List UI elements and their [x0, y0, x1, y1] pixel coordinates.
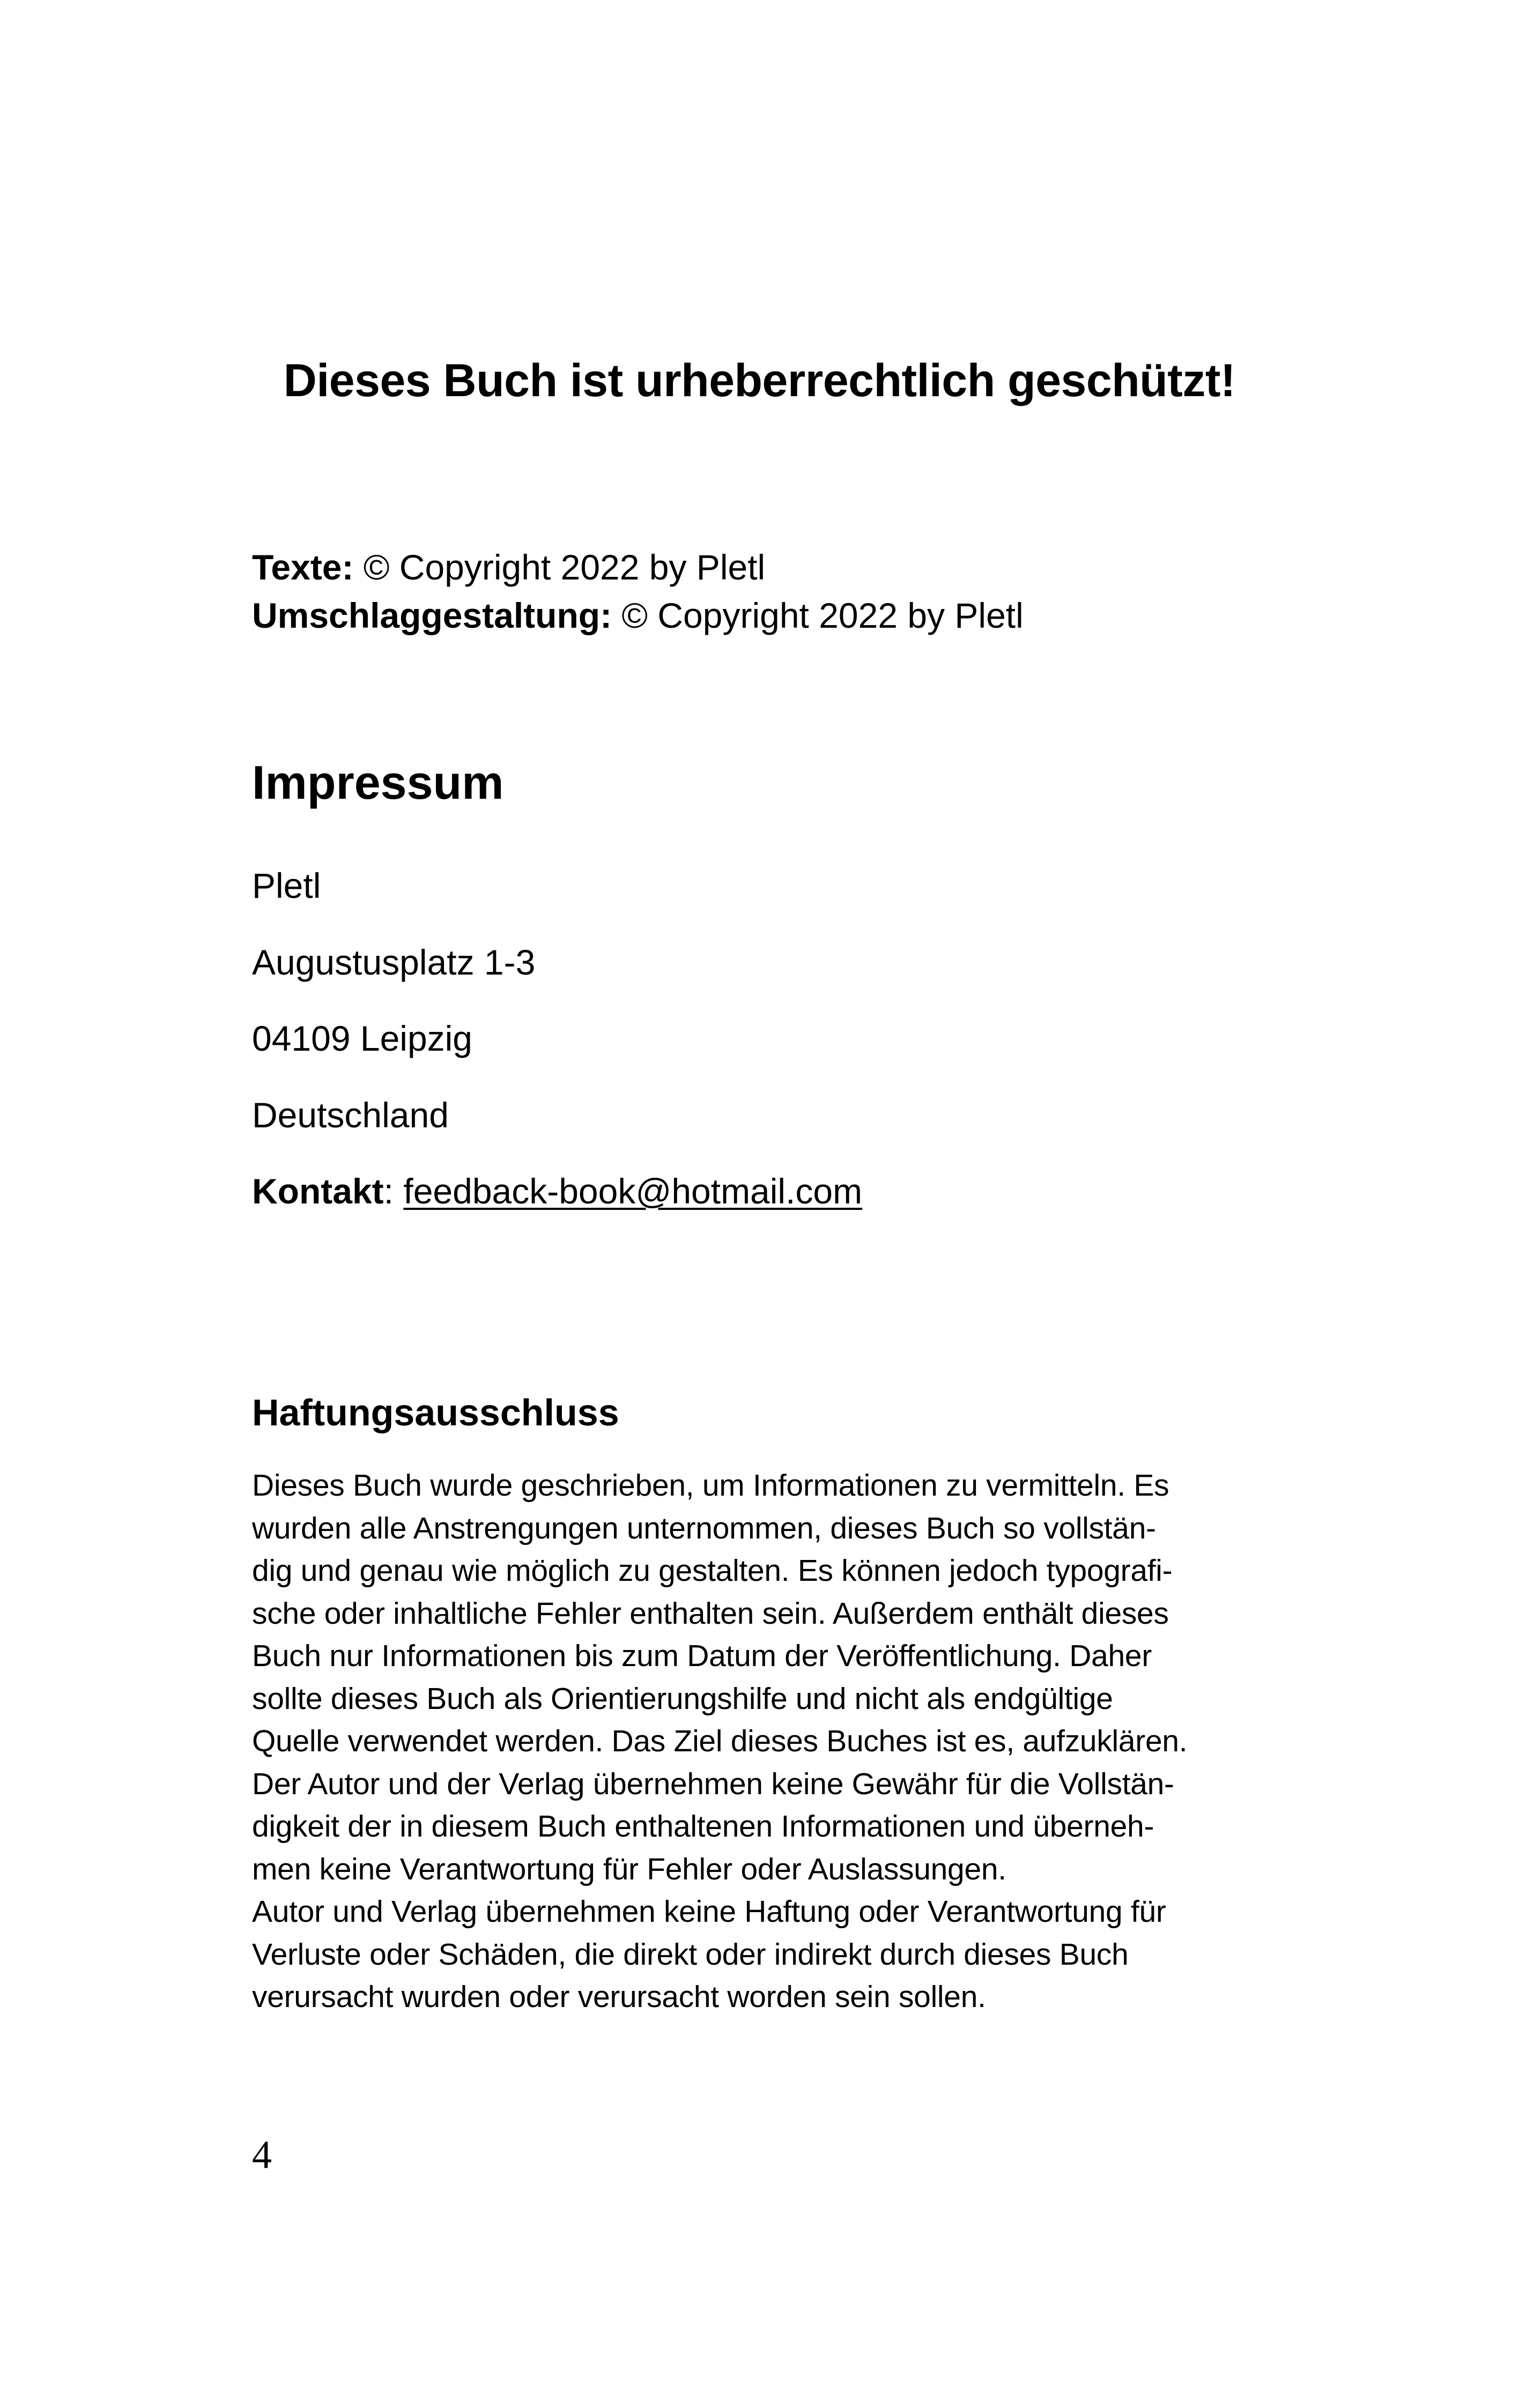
cover-design-credit [252, 594, 1024, 637]
cover-design-credit-value: © Copyright 2022 by Pletl [612, 596, 1024, 635]
publisher-name: Pletl [252, 866, 321, 905]
disclaimer-line: wurden alle Anstrengungen unternommen, dieses Buch so vollstän- [252, 1511, 1156, 1545]
disclaimer-line: Der Autor und der Verlag übernehmen keine Gewähr für die Vollstän- [252, 1766, 1174, 1801]
disclaimer-line: Verluste oder Schäden, die direkt oder indirekt durch dieses Buch [252, 1937, 1129, 1972]
disclaimer-line: digkeit der in diesem Buch enthaltenen Informationen und überneh- [252, 1809, 1154, 1844]
publisher-street: Augustusplatz 1-3 [252, 942, 536, 982]
disclaimer-line: verursacht wurden oder verursacht worden sein sollen. [252, 1980, 986, 2014]
disclaimer-line: sche oder inhaltliche Fehler enthalten sein. Außerdem enthält dieses [252, 1596, 1169, 1631]
disclaimer-line: sollte dieses Buch als Orientierungshilfe und nicht als endgültige [252, 1681, 1113, 1716]
publisher-city: 04109 Leipzig [252, 1019, 473, 1058]
texts-credit-label: Texte: [252, 547, 354, 587]
disclaimer-line: men keine Verantwortung für Fehler oder Auslassungen. [252, 1852, 1006, 1886]
disclaimer-heading: Haftungsausschluss [252, 1392, 619, 1433]
disclaimer-body [252, 1465, 1187, 2019]
contact-email-link[interactable]: feedback-book@hotmail.com [403, 1171, 863, 1211]
disclaimer-line: dig und genau wie möglich zu gestalten. Es können jedoch typografi- [252, 1554, 1173, 1588]
contact-separator: : [383, 1171, 404, 1211]
contact-line [252, 1170, 862, 1213]
publisher-country: Deutschland [252, 1095, 449, 1135]
disclaimer-line: Dieses Buch wurde geschrieben, um Informationen zu vermitteln. Es [252, 1468, 1169, 1503]
texts-credit [252, 546, 765, 589]
texts-credit-value: © Copyright 2022 by Pletl [353, 547, 766, 587]
cover-design-credit-label: Umschlaggestaltung: [252, 596, 612, 635]
disclaimer-line: Quelle verwendet werden. Das Ziel dieses Buches ist es, aufzuklären. [252, 1724, 1188, 1758]
copyright-notice-heading: Dieses Buch ist urheberrechtlich geschützt! [283, 355, 1236, 406]
impressum-heading: Impressum [252, 756, 504, 809]
contact-label: Kontakt [252, 1171, 384, 1211]
page-number: 4 [252, 2133, 272, 2177]
disclaimer-line: Buch nur Informationen bis zum Datum der Veröffentlichung. Daher [252, 1639, 1152, 1673]
disclaimer-line: Autor und Verlag übernehmen keine Haftung oder Verantwortung für [252, 1894, 1166, 1929]
